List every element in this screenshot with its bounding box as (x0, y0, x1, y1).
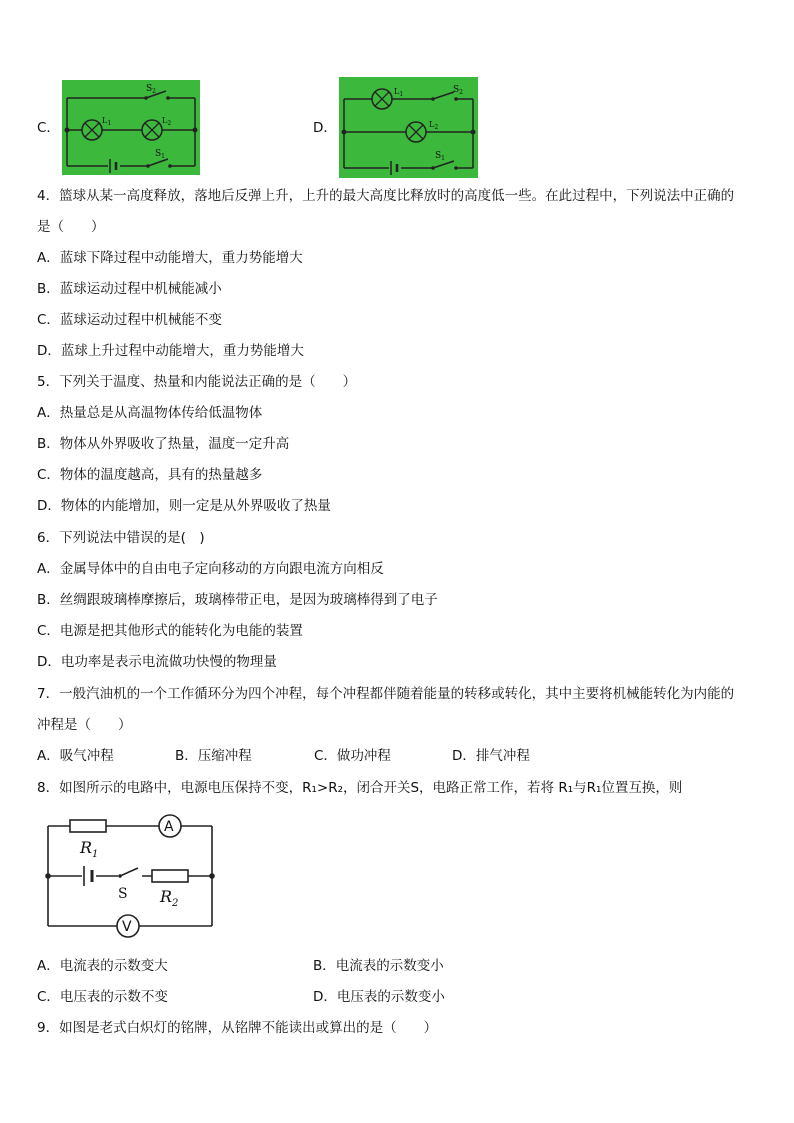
q5-stem: 5．下列关于温度、热量和内能说法正确的是（ ） (37, 374, 357, 390)
q7-option-a: A．吸气冲程 (37, 748, 114, 764)
q8-option-b: B．电流表的示数变小 (313, 958, 444, 974)
q6-option-d: D．电功率是表示电流做功快慢的物理量 (37, 654, 277, 670)
voltmeter-icon (117, 915, 139, 937)
lamp-l1-icon (82, 120, 102, 140)
q6-option-a: A．金属导体中的自由电子定向移动的方向跟电流方向相反 (37, 561, 384, 577)
q7-options-row (37, 746, 757, 766)
q9-stem: 9．如图是老式白炽灯的铭牌，从铭牌不能读出或算出的是（ ） (37, 1020, 438, 1036)
svg-text:V: V (122, 919, 132, 935)
circuit-diagram-d (339, 77, 478, 178)
q8-option-a: A．电流表的示数变大 (37, 958, 168, 974)
q6-option-c: C．电源是把其他形式的能转化为电能的装置 (37, 623, 303, 639)
option-c-label: C． (37, 120, 60, 136)
svg-text:L2: $L_2$ (162, 116, 172, 127)
q6-option-b: B．丝绸跟玻璃棒摩擦后，玻璃棒带正电，是因为玻璃棒得到了电子 (37, 592, 438, 608)
q8-option-d: D．电压表的示数变小 (313, 989, 445, 1005)
q5-option-d: D．物体的内能增加，则一定是从外界吸收了热量 (37, 498, 331, 514)
svg-text:R2: $R_2$ (160, 887, 179, 909)
q6-stem: 6．下列说法中错误的是( ) (37, 530, 205, 546)
q5-option-b: B．物体从外界吸收了热量，温度一定升高 (37, 436, 290, 452)
q4-option-c: C．蓝球运动过程中机械能不变 (37, 312, 222, 328)
svg-text:S1: $S_1$ (155, 149, 165, 160)
lamp-l1-icon (372, 89, 392, 109)
circuit-diagram-q8 (38, 812, 220, 944)
option-d-label: D． (313, 120, 337, 136)
q4-option-a: A．蓝球下降过程中动能增大，重力势能增大 (37, 250, 303, 266)
q8-option-c: C．电压表的示数不变 (37, 989, 168, 1005)
ammeter-icon (159, 815, 181, 837)
svg-text:S2: $S_2$ (453, 85, 463, 96)
q5-option-a: A．热量总是从高温物体传给低温物体 (37, 405, 263, 421)
svg-text:L1: $L_1$ (394, 87, 404, 98)
q7-stem-line1: 7．一般汽油机的一个工作循环分为四个冲程，每个冲程都伴随着能量的转移或转化，其中主要将机械能转化为内能的 (37, 686, 735, 702)
svg-text:R1: $R_1$ (80, 838, 99, 860)
svg-text:S1: $S_1$ (435, 151, 445, 162)
q4-option-b: B．蓝球运动过程中机械能减小 (37, 281, 222, 297)
q8-options-row2 (37, 987, 757, 1007)
svg-text:S2: $S_2$ (146, 84, 156, 95)
q4-option-d: D．蓝球上升过程中动能增大，重力势能增大 (37, 343, 304, 359)
q5-option-c: C．物体的温度越高，具有的热量越多 (37, 467, 263, 483)
svg-text:A: A (164, 819, 174, 835)
q7-stem-line2: 冲程是（ ） (37, 717, 132, 733)
svg-text:S: S (118, 886, 128, 902)
q7-option-b: B．压缩冲程 (175, 748, 252, 764)
svg-text:L2: $L_2$ (429, 120, 439, 131)
q4-stem-line2: 是（ ） (37, 219, 105, 235)
resistor-r1-icon (70, 820, 106, 832)
lamp-l2-icon (142, 120, 162, 140)
circuit-diagram-c (62, 80, 200, 175)
q7-option-c: C．做功冲程 (314, 748, 391, 764)
q8-stem: 8．如图所示的电路中，电源电压保持不变，R₁>R₂，闭合开关S，电路正常工作，若将 R₁与R₁位置互换，则 (37, 780, 683, 796)
q8-options-row1 (37, 956, 757, 976)
q7-option-d: D．排气冲程 (452, 748, 530, 764)
svg-text:L1: $L_1$ (102, 116, 112, 127)
lamp-l2-icon (406, 122, 426, 142)
q4-stem-line1: 4．篮球从某一高度释放，落地后反弹上升，上升的最大高度比释放时的高度低一些。在此过程中，下列说法中正确的 (37, 188, 735, 204)
resistor-r2-icon (152, 870, 188, 882)
